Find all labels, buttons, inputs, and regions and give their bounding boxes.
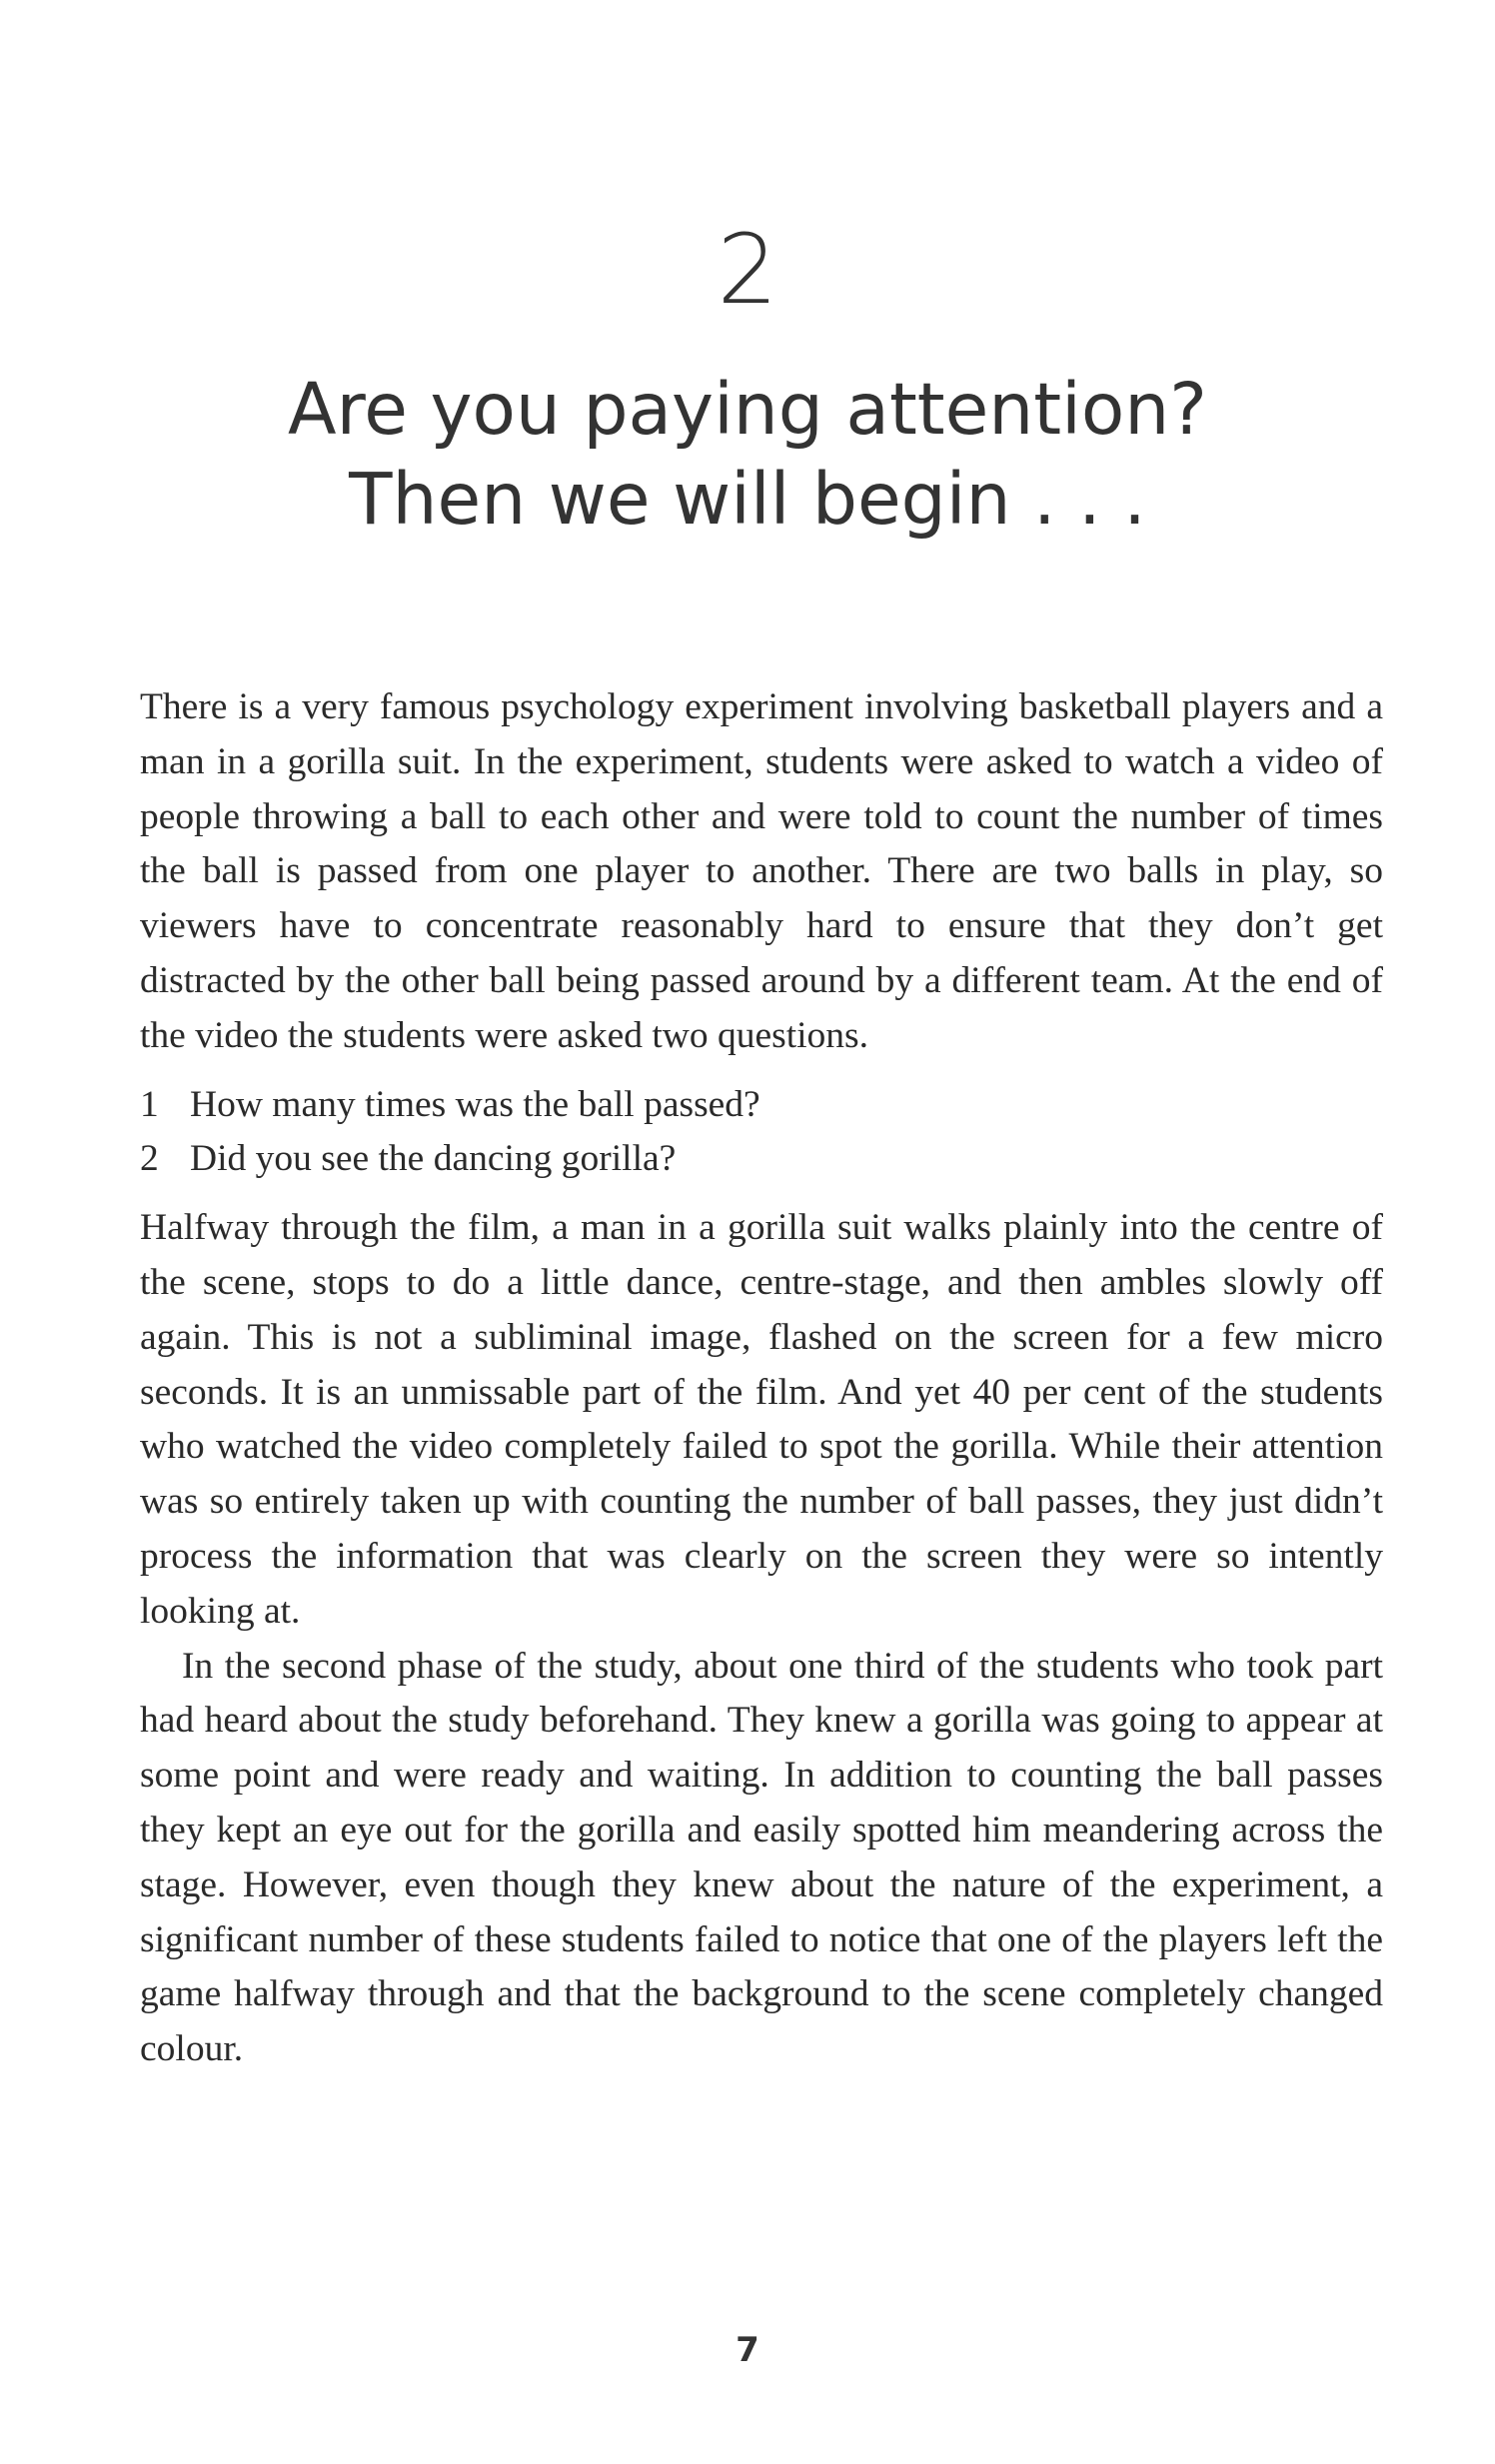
chapter-title-line-2: Then we will begin . . . (349, 458, 1146, 541)
chapter-number: 2 (717, 214, 778, 326)
question-text: How many times was the ball passed? (190, 1083, 760, 1125)
page-number: 7 (736, 2330, 759, 2370)
question-item (140, 1132, 1383, 1187)
paragraph-second-phase: In the second phase of the study, about one third of the students who took part had heard about the study beforehand. They knew a gorilla was going to appear at some point and were ready and waiting. In addition to counting the ball passes they kept an eye out for the gorilla and easily spotted him meandering across the stage. However, even though they knew about the nature of the experiment, a significant number of these students failed to notice that one of the players left the game halfway through and that the background to the scene completely changed colour. (140, 1645, 1383, 2070)
paragraph-intro: There is a very famous psychology experiment involving basketball players and a man in a gorilla suit. In the experiment, students were asked to watch a video of people throwing a ball to each other and were told to count the number of times the ball is passed from one player to another. There are two balls in play, so viewers have to concentrate reasonably hard to ensure that they don’t get distracted by the other ball being passed around by a different team. At the end of the video the students were asked two questions. (140, 686, 1383, 1056)
question-text: Did you see the dancing gorilla? (190, 1138, 677, 1180)
chapter-title (0, 365, 1495, 545)
paragraph-gorilla-film: Halfway through the film, a man in a gorilla suit walks plainly into the centre of the scene, stops to do a little dance, centre-stage, and then ambles slowly off again. This is not a subliminal image, flashed on the screen for a few micro seconds. It is an unmissable part of the film. And yet 40 per cent of the students who watched the video completely failed to spot the gorilla. While their attention was so entirely taken up with counting the number of ball passes, they just didn’t process the information that was clearly on the screen they were so intently looking at. (140, 1207, 1383, 1632)
question-number: 1 (140, 1083, 159, 1125)
chapter-body (140, 680, 1383, 2077)
question-item (140, 1078, 1383, 1133)
chapter-title-line-1: Are you paying attention? (288, 368, 1207, 451)
question-number: 2 (140, 1138, 159, 1180)
question-list (140, 1078, 1383, 1188)
